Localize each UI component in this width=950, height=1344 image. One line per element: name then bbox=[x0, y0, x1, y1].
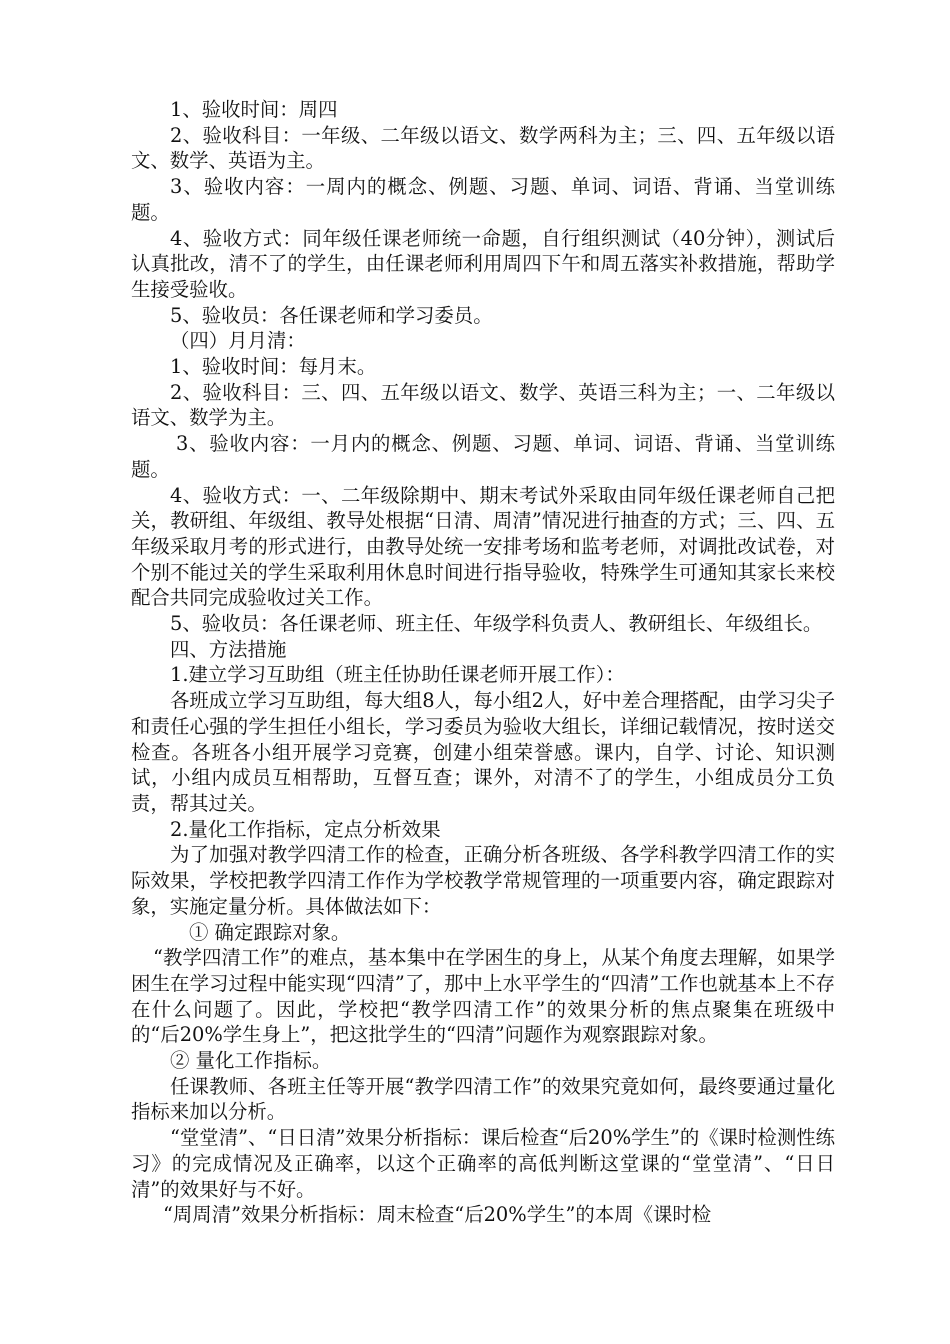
paragraph-11: 5、验收员：各任课老师、班主任、年级学科负责人、教研组长、年级组长。 bbox=[170, 612, 823, 636]
paragraph-1: 1、验收时间：周四 bbox=[170, 98, 338, 121]
paragraph-19: ② 量化工作指标。 bbox=[170, 1049, 332, 1073]
paragraph-5: 5、验收员：各任课老师和学习委员。 bbox=[170, 303, 493, 327]
paragraph-17: ① 确定跟踪对象。 bbox=[189, 920, 351, 944]
paragraph-9: 3、验收内容：一月内的概念、例题、习题、单词、词语、背诵、当堂训练题。 bbox=[131, 432, 835, 481]
paragraph-8: 2、验收科目：三、四、五年级以语文、数学、英语三科为主；一、二年级以语文、数学为主。 bbox=[131, 380, 835, 430]
paragraph-18: “教学四清工作”的难点，基本集中在学困生的身上，从某个角度去理解，如果学困生在学习过程中能实现“四清”了，那中上水平学生的“四清”工作也就基本上不存在什么问题了。因此，学校把“教学四清工作”的效果分析的焦点聚集在班级中的“后20%学生身上”，把这批学生的“四清”问题作为观察跟踪对象。 bbox=[131, 946, 835, 1047]
paragraph-20: 任课教师、各班主任等开展“教学四清工作”的效果究竟如何，最终要通过量化指标来加以分析。 bbox=[131, 1074, 835, 1124]
paragraph-13: 1.建立学习互助组（班主任协助任课老师开展工作）： bbox=[170, 663, 625, 687]
section-heading-methods: 四、方法措施 bbox=[170, 637, 287, 661]
paragraph-14: 各班成立学习互助组，每大组8人，每小组2人，好中差合理搭配，由学习尖子和责任心强的学生担任小组长，学习委员为验收大组长，详细记载情况，按时送交检查。各班各小组开展学习竞赛，创建小组荣誉感。课内，自学、讨论、知识测试，小组内成员互相帮助，互督互查；课外，对清不了的学生，小组成员分工负责，帮其过关。 bbox=[131, 689, 835, 815]
paragraph-16: 为了加强对教学四清工作的检查，正确分析各班级、各学科教学四清工作的实际效果，学校把教学四清工作作为学校教学常规管理的一项重要内容，确定跟踪对象，实施定量分析。具体做法如下： bbox=[131, 843, 835, 918]
paragraph-7: 1、验收时间：每月末。 bbox=[170, 355, 377, 379]
paragraph-3: 3、验收内容：一周内的概念、例题、习题、单词、词语、背诵、当堂训练题。 bbox=[131, 175, 835, 224]
paragraph-4: 4、验收方式：同年级任课老师统一命题，自行组织测试（40分钟），测试后认真批改，清不了的学生，由任课老师利用周四下午和周五落实补救措施，帮助学生接受验收。 bbox=[131, 226, 835, 301]
paragraph-10: 4、验收方式：一、二年级除期中、期末考试外采取由同年级任课老师自己把关，教研组、年级组、教导处根据“日清、周清”情况进行抽查的方式；三、四、五年级采取月考的形式进行，由教导处统一安排考场和监考老师，对调批改试卷，对个别不能过关的学生采取利用休息时间进行指导验收，特殊学生可通知其家长来校配合共同完成验收过关工作。 bbox=[131, 483, 835, 610]
paragraph-21: “堂堂清”、“日日清”效果分析指标：课后检查“后20%学生”的《课时检测性练习》的完成情况及正确率，以这个正确率的高低判断这堂课的“堂堂清”、“日日清”的效果好与不好。 bbox=[131, 1126, 835, 1201]
section-heading-monthly: （四）月月清： bbox=[170, 329, 306, 353]
paragraph-2: 2、验收科目：一年级、二年级以语文、数学两科为主；三、四、五年级以语文、数学、英语为主。 bbox=[131, 123, 835, 173]
paragraph-15: 2.量化工作指标，定点分析效果 bbox=[170, 817, 441, 841]
paragraph-22: “周周清”效果分析指标：周末检查“后20%学生”的本周《课时检 bbox=[163, 1203, 712, 1227]
document-body bbox=[131, 97, 835, 1228]
